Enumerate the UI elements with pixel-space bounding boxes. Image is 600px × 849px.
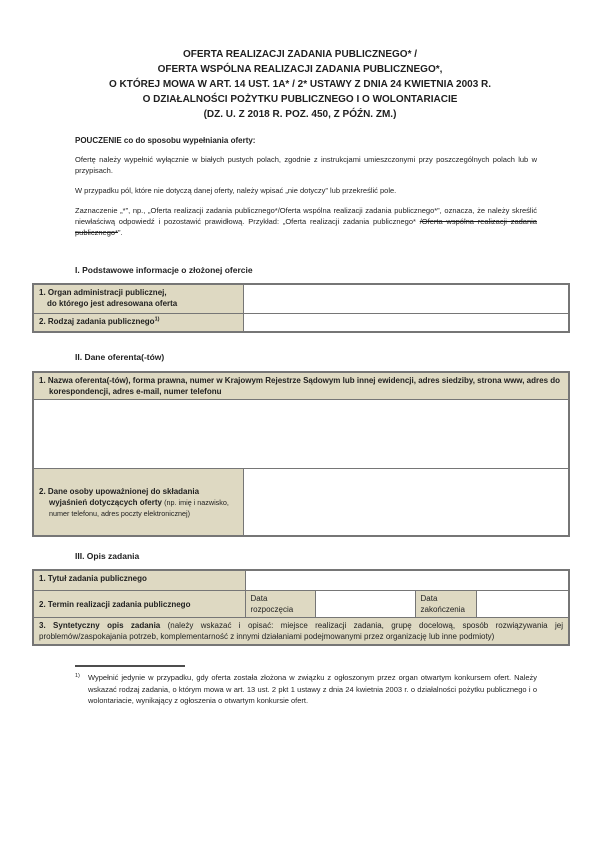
offerer-name-header-text: 1. Nazwa oferenta(-tów), forma prawna, numer w Krajowym Rejestrze Sądowym lub innej ewidencji, adres siedziby, strona www, adres do korespondencji, adres e-mail, numer telefonu bbox=[39, 376, 561, 396]
section-2-heading: II. Dane oferenta(-tów) bbox=[75, 352, 165, 362]
footnote-reference-1: 1) bbox=[154, 316, 160, 323]
table-row bbox=[33, 372, 569, 400]
task-type-label-text: 2. Rodzaj zadania publicznego bbox=[39, 317, 155, 326]
table-basic-info bbox=[32, 283, 570, 333]
organ-label-line1: 1. Organ administracji publicznej, bbox=[39, 288, 167, 297]
table-row bbox=[33, 618, 569, 646]
form-title bbox=[0, 0, 600, 122]
task-summary-header bbox=[33, 618, 569, 646]
instructions-block bbox=[75, 136, 537, 238]
task-title-label: 1. Tytuł zadania publicznego bbox=[33, 570, 245, 591]
end-date-label: Data zakończenia bbox=[415, 591, 476, 618]
table-row bbox=[33, 284, 569, 314]
offerer-name-header bbox=[33, 372, 569, 400]
footnote bbox=[75, 672, 537, 707]
paragraph-text: Zaznaczenie „*”, np., „Oferta realizacji zadania publicznego*/Oferta wspólna realizacji zadania publicznego*”, oznacza, że należy skreślić niewłaściwą odpowiedź i pozostawić prawidłową. Przykład: „Oferta realizacji zadania publicznego* bbox=[75, 206, 537, 226]
offerer-name-input-field[interactable] bbox=[33, 400, 569, 469]
organ-label bbox=[33, 284, 243, 314]
task-type-input-field[interactable] bbox=[243, 314, 569, 333]
strikethrough-example-text: /Oferta wspólna realizacji zadania publicznego* bbox=[75, 217, 537, 237]
footnote-text: Wypełnić jedynie w przypadku, gdy oferta została złożona w związku z ogłoszonym przez organ otwartym konkursem ofert. Należy wskazać rodzaj zadania, o którym mowa w art. 13 ust. 2 pkt 1 ustawy z dnia 24 kwietnia 2003 r. o działalności pożytku publicznego i o wolontariacie, wynikający z ogłoszenia o otwartym konkursie ofert. bbox=[88, 673, 537, 705]
form-title-line: OFERTA REALIZACJI ZADANIA PUBLICZNEGO* / bbox=[182, 49, 418, 60]
instructions-heading: POUCZENIE co do sposobu wypełniania oferty: bbox=[75, 136, 256, 145]
paragraph-text: ”. bbox=[117, 228, 123, 237]
table-task-description bbox=[32, 569, 570, 646]
contact-person-label bbox=[33, 469, 243, 537]
form-title-line: OFERTA WSPÓLNA REALIZACJI ZADANIA PUBLICZNEGO*, bbox=[157, 64, 443, 75]
form-title-line: (DZ. U. Z 2018 R. POZ. 450, Z PÓŹN. ZM.) bbox=[203, 109, 397, 120]
task-title-input-field[interactable] bbox=[245, 570, 569, 591]
form-title-line: O DZIAŁALNOŚCI POŻYTKU PUBLICZNEGO I O WOLONTARIACIE bbox=[142, 94, 458, 105]
contact-person-input-field[interactable] bbox=[243, 469, 569, 537]
contact-person-label-text: 2. Dane osoby upoważnionej do składania wyjaśnień dotyczących oferty (np. imię i nazwisko, numer telefonu, adres poczty elektronicznej) bbox=[39, 486, 229, 518]
organ-label-line2: do którego jest adresowana oferta bbox=[47, 299, 178, 308]
organ-input-field[interactable] bbox=[243, 284, 569, 314]
contact-person-label-note: (np. imię i nazwisko, numer telefonu, adres poczty elektronicznej) bbox=[49, 497, 229, 518]
end-date-input-field[interactable] bbox=[476, 591, 569, 618]
footnote-marker: 1) bbox=[75, 673, 80, 679]
section-1-heading: I. Podstawowe informacje o złożonej ofercie bbox=[75, 265, 253, 275]
task-term-label: 2. Termin realizacji zadania publicznego bbox=[33, 591, 245, 618]
table-row bbox=[33, 591, 569, 618]
start-date-label: Data rozpoczęcia bbox=[245, 591, 315, 618]
section-3-heading: III. Opis zadania bbox=[75, 551, 140, 561]
instructions-paragraph-3 bbox=[75, 205, 537, 238]
table-offerer-data bbox=[32, 371, 570, 537]
footnote-divider bbox=[75, 665, 185, 667]
table-row bbox=[33, 570, 569, 591]
form-title-line: O KTÓREJ MOWA W ART. 14 UST. 1A* / 2* USTAWY Z DNIA 24 KWIETNIA 2003 R. bbox=[108, 79, 492, 90]
table-row bbox=[33, 400, 569, 469]
task-summary-header-bold: 3. Syntetyczny opis zadania bbox=[39, 621, 168, 630]
table-row bbox=[33, 469, 569, 537]
task-type-label bbox=[33, 314, 243, 333]
table-row bbox=[33, 314, 569, 333]
instructions-paragraph-2: W przypadku pól, które nie dotyczą danej oferty, należy wpisać „nie dotyczy” lub przekreślić pole. bbox=[75, 186, 397, 195]
start-date-input-field[interactable] bbox=[315, 591, 415, 618]
instructions-paragraph-1: Ofertę należy wypełnić wyłącznie w białych pustych polach, zgodnie z instrukcjami umieszczonymi przy poszczególnych polach lub w przypisach. bbox=[75, 155, 537, 175]
task-summary-header-rest: (należy wskazać i opisać: miejsce realizacji zadania, grupę docelową, sposób rozwiązywania jej problemów/zaspokajania potrzeb, komplementarność z innymi działaniami podejmowanymi przez organizację lub inne podmioty) bbox=[39, 621, 563, 641]
